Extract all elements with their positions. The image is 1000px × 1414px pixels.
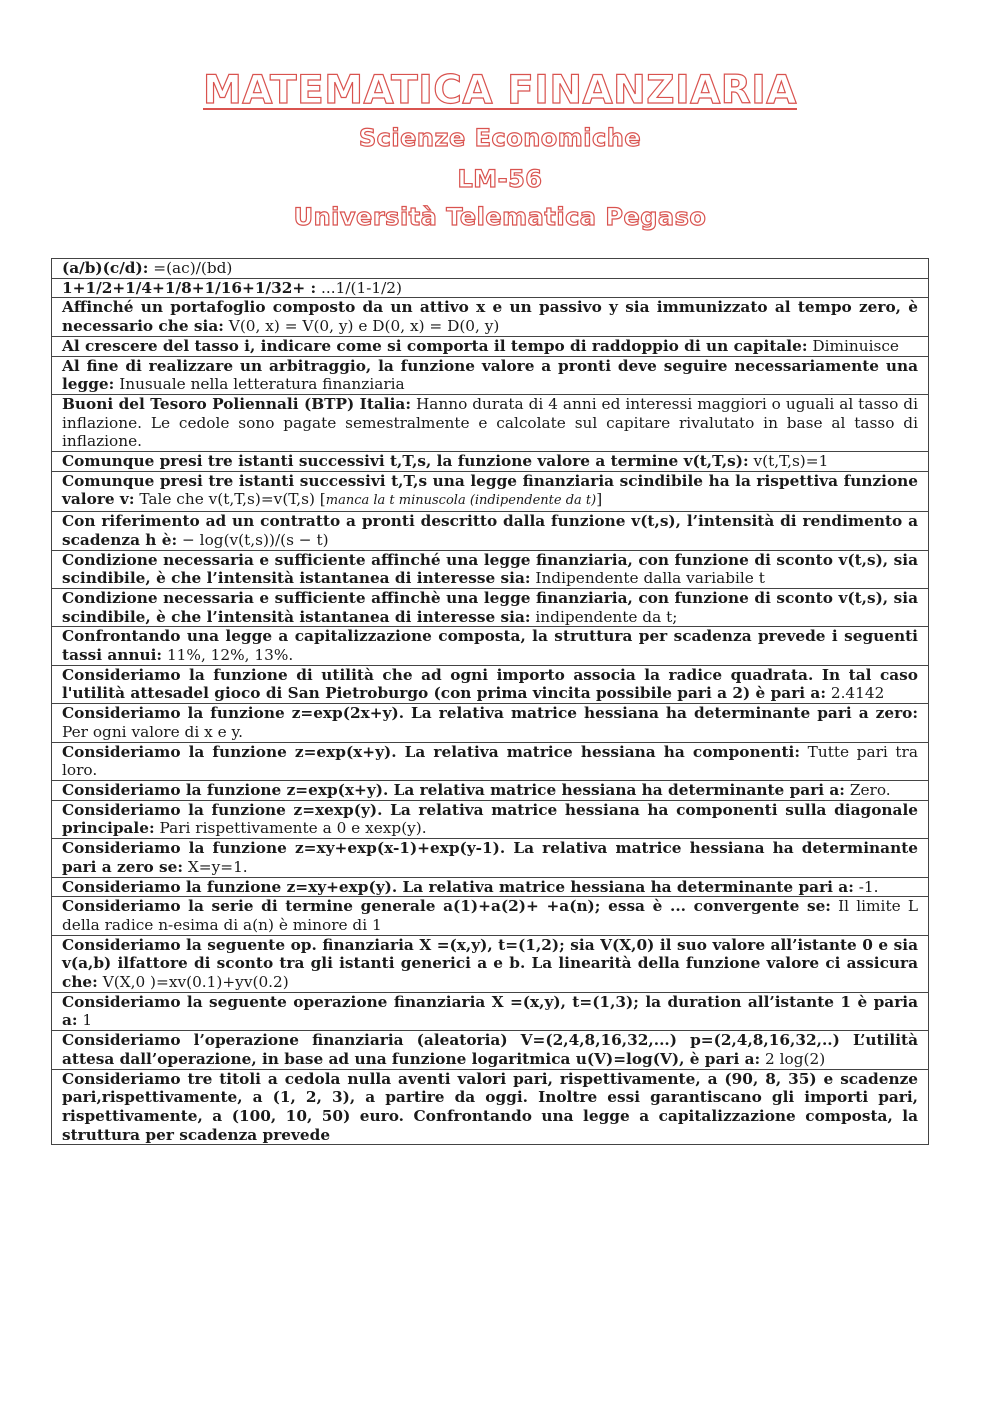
- question-text: Consideriamo la funzione z=xexp(y). La relativa matrice hessiana ha componenti sulla diagonale principale:: [62, 800, 918, 838]
- question-text: Consideriamo l’operazione finanziaria (aleatoria) V=(2,4,8,16,32,...) p=(2,4,8,16,32,..) L’utilità attesa dall’operazione, in base ad una funzione logaritmica u(V)=log(V), è pari a:: [62, 1031, 918, 1068]
- document-title: MATEMATICA FINANZIARIA: [203, 68, 797, 113]
- answer-text: Diminuisce: [807, 336, 899, 355]
- question-text: Consideriamo la serie di termine generale a(1)+a(2)+ +a(n); essa è ... convergente se:: [62, 897, 831, 916]
- qa-cell: [52, 800, 929, 838]
- qa-cell: [52, 704, 929, 742]
- qa-cell: [52, 512, 929, 550]
- qa-cell: [52, 897, 929, 935]
- table-row: [52, 704, 929, 742]
- qa-cell: [52, 627, 929, 665]
- answer-text: indipendente da t;: [530, 607, 678, 626]
- answer-text: Per ogni valore di x e y.: [62, 722, 243, 741]
- table-row: [52, 800, 929, 838]
- qa-cell: [52, 742, 929, 780]
- qa-cell: [52, 935, 929, 992]
- table-row: [52, 471, 929, 511]
- answer-text: 2.4142: [825, 684, 885, 703]
- table-row: [52, 742, 929, 780]
- qa-cell: [52, 394, 929, 451]
- question-text: Consideriamo tre titoli a cedola nulla aventi valori pari, rispettivamente, a (90, 8, 35) e scadenze pari,rispettivamente, a (1, 2, 3), a partire da oggi. Inoltre essi garantiscano gli importi pari, rispettivamente, a (100, 10, 50) euro. Confrontando una legge a capitalizzazione composta, la struttura per scadenza prevede: [62, 1069, 918, 1144]
- question-text: Confrontando una legge a capitalizzazione composta, la struttura per scadenza prevede i seguenti tassi annui:: [62, 627, 918, 665]
- answer-note-close: ]: [596, 490, 603, 509]
- question-text: Consideriamo la funzione z=exp(2x+y). La relativa matrice hessiana ha determinante pari a zero:: [62, 704, 918, 723]
- answer-text: Hanno durata di 4 anni ed interessi maggiori o uguali al tasso di inflazione. Le cedole sono pagate semestralmente e calcolate sul capitare rivalutato in base al tasso di inflazione.: [62, 394, 918, 451]
- qa-cell: [52, 1031, 929, 1069]
- table-row: [52, 839, 929, 877]
- qa-cell: [52, 665, 929, 703]
- document-subtitle-university: Università Telematica Pegaso: [293, 203, 707, 231]
- qa-cell: [52, 992, 929, 1030]
- table-row: [52, 278, 929, 298]
- table-row: [52, 780, 929, 800]
- qa-cell: [52, 259, 929, 279]
- question-text: 1+1/2+1/4+1/8+1/16+1/32+ :: [62, 278, 317, 297]
- qa-cell: [52, 356, 929, 394]
- question-text: Consideriamo la seguente op. finanziaria X =(x,y), t=(1,2); sia V(X,0) il suo valore all’istante 0 e sia v(a,b) ilfattore di sconto tra gli istanti generici a e b. La linearità della funzione valore ci assicura che:: [62, 935, 918, 992]
- question-text: Buoni del Tesoro Poliennali (BTP) Italia:: [62, 394, 411, 413]
- question-text: Con riferimento ad un contratto a pronti descritto dalla funzione v(t,s), l’intensità di rendimento a scadenza h è:: [62, 512, 918, 549]
- table-row: [52, 394, 929, 451]
- question-text: Consideriamo la funzione z=xy+exp(y). La relativa matrice hessiana ha determinante pari a:: [62, 877, 854, 896]
- answer-text: 1: [77, 1011, 93, 1030]
- table-row: [52, 259, 929, 279]
- qa-cell: [52, 877, 929, 897]
- answer-text: − log(v(t,s))/(s − t): [177, 530, 329, 549]
- table-row: [52, 897, 929, 935]
- question-text: Consideriamo la funzione z=xy+exp(x-1)+exp(y-1). La relativa matrice hessiana ha determinante pari a zero se:: [62, 839, 918, 876]
- question-text: Condizione necessaria e sufficiente affinché una legge finanziaria, con funzione di sconto v(t,s), sia scindibile, è che l’intensità istantanea di interesse sia:: [62, 550, 918, 588]
- table-row: [52, 1069, 929, 1145]
- answer-text: X=y=1.: [183, 857, 248, 876]
- answer-text: -1.: [853, 877, 879, 896]
- table-row: [52, 356, 929, 394]
- answer-text: V(0, x) = V(0, y) e D(0, x) = D(0, y): [223, 317, 500, 336]
- answer-text: Zero.: [844, 780, 891, 799]
- qa-cell: [52, 471, 929, 511]
- qa-table: [51, 258, 929, 1145]
- question-text: Comunque presi tre istanti successivi t,T,s, la funzione valore a termine v(t,T,s):: [62, 452, 749, 471]
- question-text: Consideriamo la seguente operazione finanziaria X =(x,y), t=(1,3); la duration all’istante 1 è paria a:: [62, 992, 918, 1030]
- question-text: Al crescere del tasso i, indicare come si comporta il tempo di raddoppio di un capitale:: [62, 336, 808, 355]
- table-row: [52, 336, 929, 356]
- answer-text: Inusuale nella letteratura finanziaria: [114, 375, 405, 394]
- qa-cell: [52, 336, 929, 356]
- answer-text: ...1/(1-1/2): [316, 278, 402, 297]
- answer-text: Indipendente dalla variabile t: [530, 569, 765, 588]
- answer-text: =(ac)/(bd): [148, 259, 233, 277]
- table-row: [52, 627, 929, 665]
- qa-cell: [52, 1069, 929, 1145]
- question-text: Condizione necessaria e sufficiente affinchè una legge finanziaria, con funzione di sconto v(t,s), sia scindibile, è che l’intensità istantanea di interesse sia:: [62, 588, 918, 626]
- qa-cell: [52, 780, 929, 800]
- answer-text: V(X,0 )=xv(0.1)+yv(0.2): [97, 973, 289, 992]
- qa-cell: [52, 298, 929, 336]
- table-row: [52, 877, 929, 897]
- answer-text: 2 log(2): [760, 1049, 826, 1068]
- table-row: [52, 665, 929, 703]
- table-row: [52, 512, 929, 550]
- document-subtitle-code: LM-56: [457, 165, 543, 193]
- qa-table-body: [52, 259, 929, 1145]
- qa-cell: [52, 839, 929, 877]
- question-text: Consideriamo la funzione di utilità che ad ogni importo associa la radice quadrata. In tal caso l'utilità attesadel gioco di San Pietroburgo (con prima vincita possibile pari a 2) è pari a:: [62, 665, 918, 703]
- table-row: [52, 298, 929, 336]
- qa-cell: [52, 452, 929, 472]
- question-text: Comunque presi tre istanti successivi t,T,s una legge finanziaria scindibile ha la rispettiva funzione valore v:: [62, 471, 918, 509]
- table-row: [52, 452, 929, 472]
- qa-cell: [52, 588, 929, 626]
- question-text: Affinché un portafoglio composto da un attivo x e un passivo y sia immunizzato al tempo zero, è necessario che sia:: [62, 298, 918, 336]
- qa-cell: [52, 278, 929, 298]
- answer-text: Tutte pari tra loro.: [62, 742, 918, 780]
- answer-note: manca la t minuscola (indipendente da t): [325, 493, 597, 509]
- document-subtitle-faculty: Scienze Economiche: [358, 124, 642, 152]
- answer-text: Pari rispettivamente a 0 e xexp(y).: [154, 819, 427, 838]
- qa-cell: [52, 550, 929, 588]
- table-row: [52, 935, 929, 992]
- question-text: Consideriamo la funzione z=exp(x+y). La relativa matrice hessiana ha componenti:: [62, 742, 801, 761]
- table-row: [52, 588, 929, 626]
- answer-text: v(t,T,s)=1: [748, 452, 829, 471]
- answer-text: Tale che v(t,T,s)=v(T,s) [: [134, 490, 326, 509]
- question-text: Al fine di realizzare un arbitraggio, la funzione valore a pronti deve seguire necessariamente una legge:: [62, 356, 918, 394]
- table-row: [52, 550, 929, 588]
- question-text: Consideriamo la funzione z=exp(x+y). La relativa matrice hessiana ha determinante pari a:: [62, 780, 845, 799]
- table-row: [52, 992, 929, 1030]
- answer-text: Il limite L della radice n-esima di a(n) è minore di 1: [62, 897, 918, 934]
- answer-text: 11%, 12%, 13%.: [162, 646, 294, 665]
- question-text: (a/b)(c/d):: [62, 259, 149, 277]
- table-row: [52, 1031, 929, 1069]
